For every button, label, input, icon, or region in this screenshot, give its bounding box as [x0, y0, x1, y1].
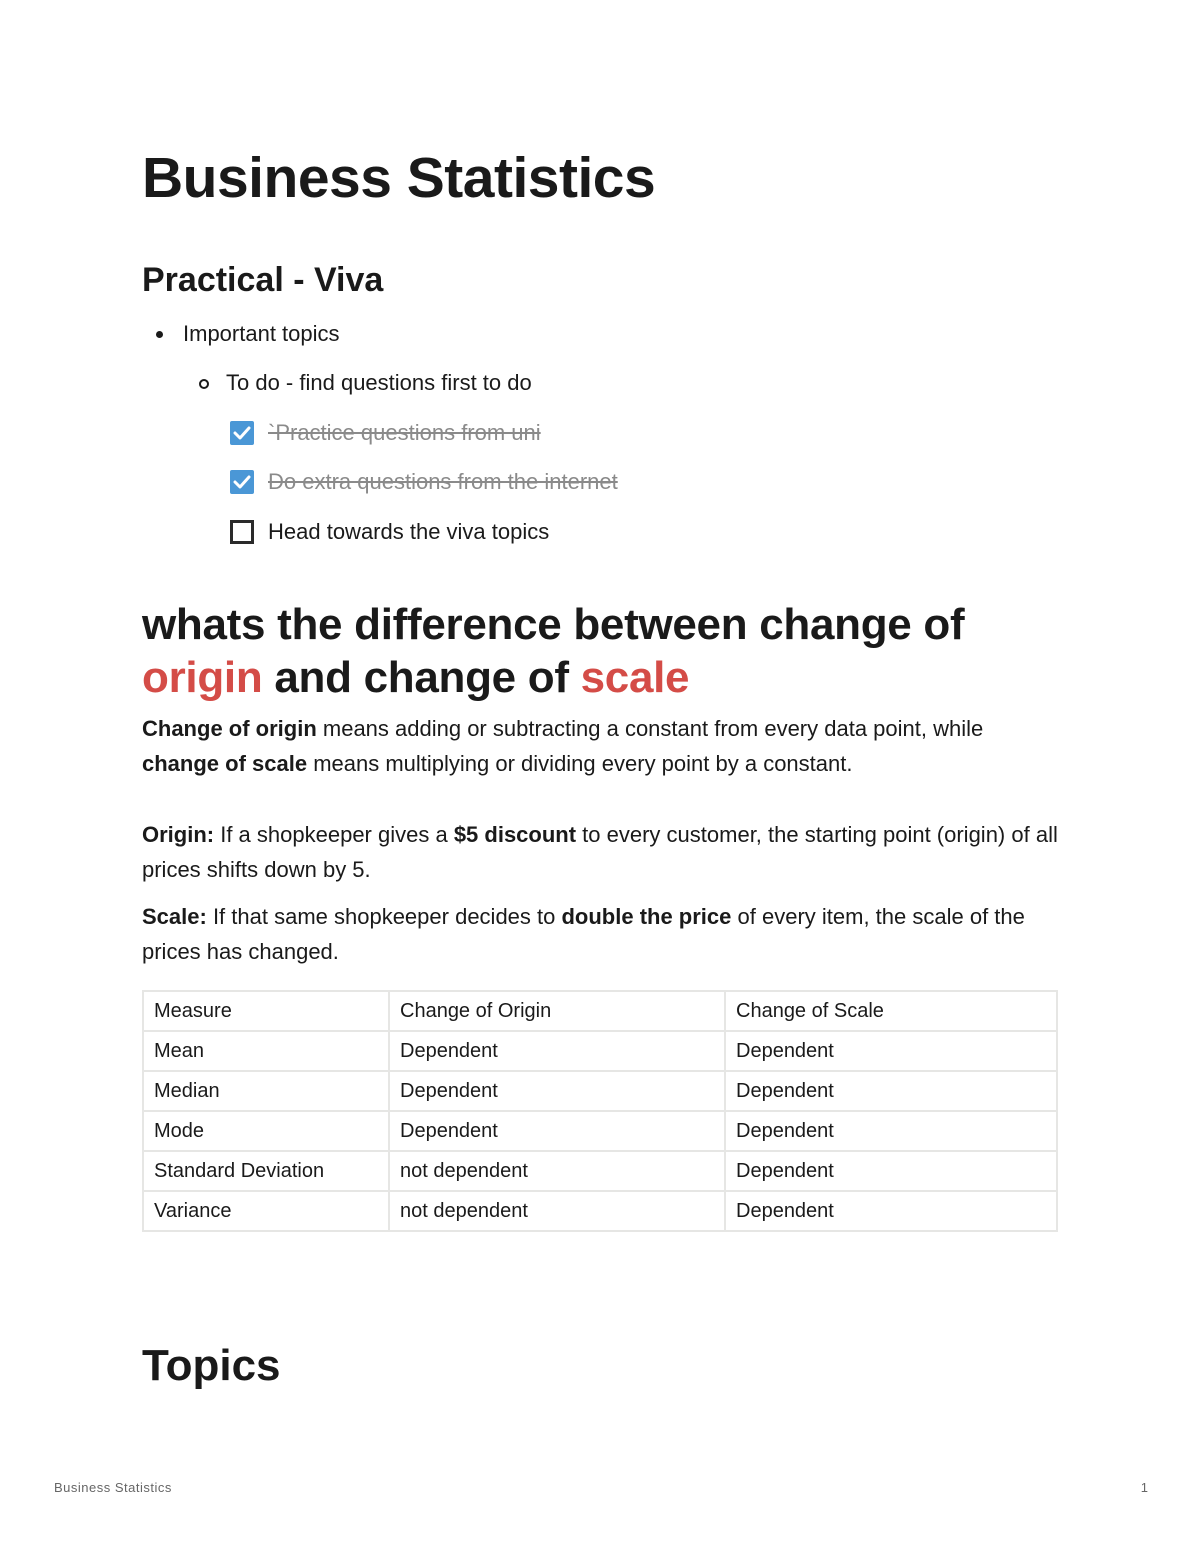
topics-heading: Topics	[142, 1341, 281, 1390]
table-cell: Dependent	[725, 1071, 1057, 1111]
page-title: Business Statistics	[142, 146, 656, 210]
bullet-dot-icon	[156, 331, 163, 338]
table-cell: Dependent	[725, 1031, 1057, 1071]
unchecked-checkbox-icon[interactable]	[230, 520, 254, 544]
paragraph-text: means adding or subtracting a constant from every data point, while	[316, 716, 984, 741]
table-row	[143, 1151, 1057, 1191]
section-heading: Practical - Viva	[142, 261, 384, 299]
measures-table	[142, 990, 1058, 1232]
table-row	[143, 1191, 1057, 1231]
todo-item[interactable]	[230, 466, 930, 498]
table-cell: not dependent	[389, 1151, 725, 1191]
paragraph-text: of every item, the scale of the prices has changed.	[142, 904, 1025, 964]
scale-example-paragraph	[142, 899, 1058, 969]
table-cell: Mean	[143, 1031, 389, 1071]
todo-label: Do extra questions from the internet	[268, 469, 618, 494]
question-text: whats the difference between change of	[142, 600, 965, 649]
definition-paragraph	[142, 711, 1058, 781]
bullet-ring-icon	[199, 379, 209, 389]
origin-example-paragraph	[142, 817, 1058, 887]
table-row	[143, 1071, 1057, 1111]
table-row	[143, 1111, 1057, 1151]
table-cell: Dependent	[389, 1071, 725, 1111]
bold-label: Origin:	[142, 822, 215, 847]
todo-label: Head towards the viva topics	[268, 519, 550, 544]
table-cell: Dependent	[725, 1191, 1057, 1231]
paragraph-text: to every customer, the starting point (origin) of all prices shifts down by 5.	[142, 822, 1058, 882]
highlight-scale: scale	[580, 653, 690, 702]
table-cell: Dependent	[389, 1111, 725, 1151]
table-cell: not dependent	[389, 1191, 725, 1231]
checked-checkbox-icon[interactable]	[230, 470, 254, 494]
table-header-row	[143, 991, 1057, 1031]
table-cell: Dependent	[389, 1031, 725, 1071]
bold-label: Scale:	[142, 904, 207, 929]
table-cell: Dependent	[725, 1151, 1057, 1191]
bold-text: Change of origin	[142, 716, 317, 741]
table-cell: Measure	[143, 991, 389, 1031]
bold-text: change of scale	[142, 751, 308, 776]
table-row	[143, 1031, 1057, 1071]
footer-page-number: 1	[1140, 1480, 1148, 1495]
table-cell: Variance	[143, 1191, 389, 1231]
table-cell: Dependent	[725, 1111, 1057, 1151]
todo-item[interactable]	[230, 516, 930, 548]
list-item-label: To do - find questions first to do	[226, 370, 532, 395]
checked-checkbox-icon[interactable]	[230, 421, 254, 445]
document-page	[142, 140, 1058, 1390]
table-cell: Change of Scale	[725, 991, 1057, 1031]
bold-text: $5 discount	[453, 822, 577, 847]
table-cell: Mode	[143, 1111, 389, 1151]
table-cell: Median	[143, 1071, 389, 1111]
question-text: and change of	[262, 653, 581, 702]
list-item-label: Important topics	[183, 321, 340, 346]
paragraph-text: If a shopkeeper gives a	[214, 822, 454, 847]
bold-text: double the price	[561, 904, 732, 929]
footer-document-name: Business Statistics	[54, 1480, 172, 1495]
table-cell: Standard Deviation	[143, 1151, 389, 1191]
todo-label: `Practice questions from uni	[268, 420, 541, 445]
paragraph-text: If that same shopkeeper decides to	[206, 904, 562, 929]
todo-item[interactable]	[230, 417, 930, 449]
question-heading	[142, 598, 1058, 704]
table-cell: Change of Origin	[389, 991, 725, 1031]
paragraph-text: means multiplying or dividing every point by a constant.	[307, 751, 853, 776]
highlight-origin: origin	[142, 653, 263, 702]
